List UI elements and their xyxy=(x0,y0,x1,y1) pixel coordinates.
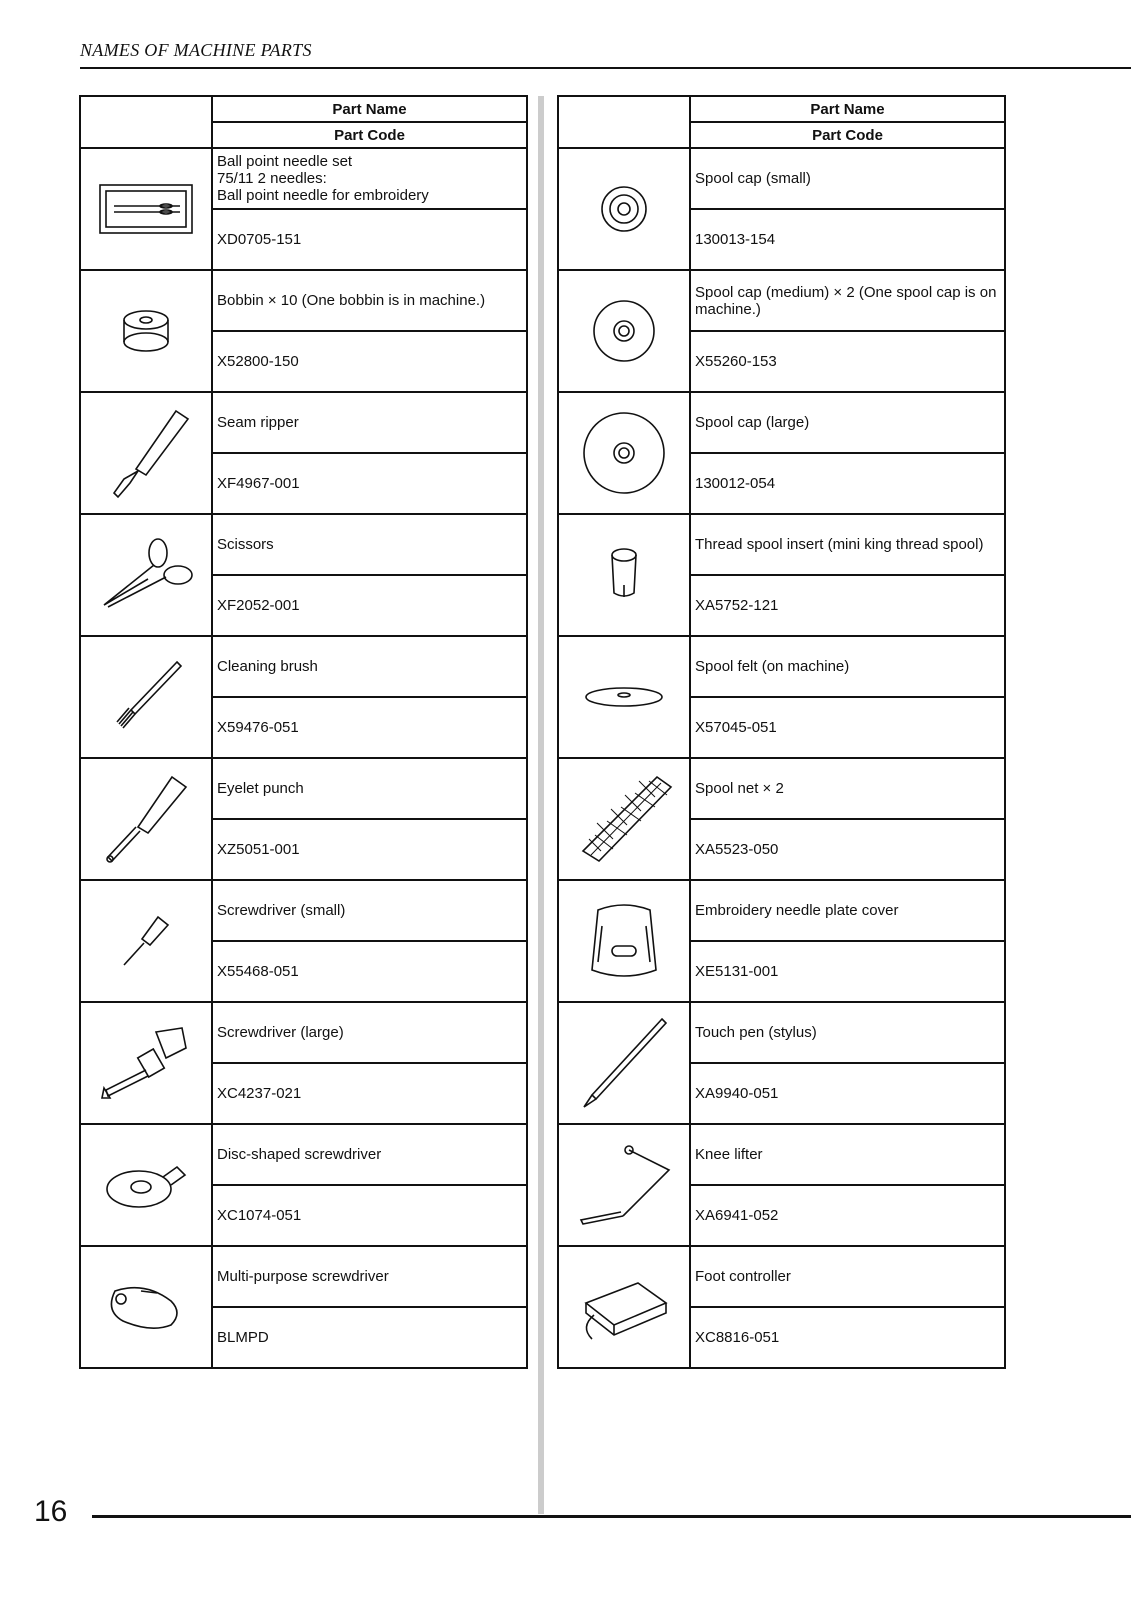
part-image-cell xyxy=(558,636,690,758)
part-code-cell: X57045-051 xyxy=(690,697,1005,758)
part-name-cell: Spool felt (on machine) xyxy=(690,636,1005,697)
table-row xyxy=(558,758,1005,819)
header-rule xyxy=(80,67,1131,69)
spool-felt-icon xyxy=(559,677,689,717)
part-name-cell: Foot controller xyxy=(690,1246,1005,1307)
needle-set-icon xyxy=(81,179,211,239)
seam-ripper-icon xyxy=(81,403,211,503)
part-image-cell xyxy=(558,1124,690,1246)
part-name-cell: Spool cap (small) xyxy=(690,148,1005,209)
part-name-cell: Seam ripper xyxy=(212,392,527,453)
thread-spool-insert-icon xyxy=(559,545,689,605)
footer-rule xyxy=(92,1515,1131,1518)
part-name-cell: Bobbin × 10 (One bobbin is in machine.) xyxy=(212,270,527,331)
table-row xyxy=(80,1002,527,1063)
part-code-header: Part Code xyxy=(212,122,527,148)
part-name-cell: Touch pen (stylus) xyxy=(690,1002,1005,1063)
image-header-cell xyxy=(80,96,212,148)
part-code-cell: XA6941-052 xyxy=(690,1185,1005,1246)
parts-table-right xyxy=(557,95,1006,1369)
part-name-cell: Multi-purpose screwdriver xyxy=(212,1246,527,1307)
part-code-cell: XA5523-050 xyxy=(690,819,1005,880)
part-image-cell xyxy=(80,270,212,392)
bobbin-icon xyxy=(81,306,211,356)
part-code-cell: XD0705-151 xyxy=(212,209,527,270)
part-image-cell xyxy=(80,148,212,270)
table-row xyxy=(558,392,1005,453)
part-code-cell: XE5131-001 xyxy=(690,941,1005,1002)
part-name-cell: Eyelet punch xyxy=(212,758,527,819)
page-number: 16 xyxy=(34,1495,68,1528)
part-image-cell xyxy=(558,392,690,514)
spool-cap-small-icon xyxy=(559,179,689,239)
part-name-cell: Scissors xyxy=(212,514,527,575)
table-row xyxy=(80,392,527,453)
multi-purpose-screwdriver-icon xyxy=(81,1277,211,1337)
small-screwdriver-icon xyxy=(81,911,211,971)
part-name-cell: Thread spool insert (mini king thread spool) xyxy=(690,514,1005,575)
part-image-cell xyxy=(558,758,690,880)
part-name-cell: Spool cap (medium) × 2 (One spool cap is on machine.) xyxy=(690,270,1005,331)
part-code-cell: XZ5051-001 xyxy=(212,819,527,880)
disc-screwdriver-icon xyxy=(81,1155,211,1215)
cleaning-brush-icon xyxy=(81,652,211,742)
part-code-cell: XF4967-001 xyxy=(212,453,527,514)
spool-cap-large-icon xyxy=(559,408,689,498)
table-row xyxy=(80,758,527,819)
knee-lifter-icon xyxy=(559,1140,689,1230)
part-name-cell: Embroidery needle plate cover xyxy=(690,880,1005,941)
part-image-cell xyxy=(558,514,690,636)
table-row xyxy=(558,880,1005,941)
part-code-cell: XC4237-021 xyxy=(212,1063,527,1124)
spool-cap-medium-icon xyxy=(559,296,689,366)
part-name-cell: Disc-shaped screwdriver xyxy=(212,1124,527,1185)
part-image-cell xyxy=(80,636,212,758)
part-image-cell xyxy=(558,1246,690,1368)
part-code-cell: XA5752-121 xyxy=(690,575,1005,636)
part-name-cell: Spool net × 2 xyxy=(690,758,1005,819)
part-code-cell: 130012-054 xyxy=(690,453,1005,514)
table-row xyxy=(80,1124,527,1185)
page-header-title: NAMES OF MACHINE PARTS xyxy=(80,40,312,60)
part-image-cell xyxy=(80,1246,212,1368)
part-name-cell: Screwdriver (large) xyxy=(212,1002,527,1063)
table-row xyxy=(80,880,527,941)
table-row xyxy=(558,1002,1005,1063)
table-row xyxy=(558,148,1005,209)
part-code-cell: 130013-154 xyxy=(690,209,1005,270)
table-row xyxy=(558,1246,1005,1307)
touch-pen-icon xyxy=(559,1013,689,1113)
table-row xyxy=(558,1124,1005,1185)
part-image-cell xyxy=(80,514,212,636)
table-row xyxy=(80,636,527,697)
part-image-cell xyxy=(558,270,690,392)
part-image-cell xyxy=(80,1002,212,1124)
spool-net-icon xyxy=(559,769,689,869)
table-row xyxy=(558,514,1005,575)
part-name-header: Part Name xyxy=(690,96,1005,122)
part-image-cell xyxy=(80,392,212,514)
part-image-cell xyxy=(80,1124,212,1246)
part-code-header: Part Code xyxy=(690,122,1005,148)
part-code-cell: X55468-051 xyxy=(212,941,527,1002)
scissors-icon xyxy=(81,535,211,615)
part-code-cell: X59476-051 xyxy=(212,697,527,758)
part-name-cell: Cleaning brush xyxy=(212,636,527,697)
part-code-cell: BLMPD xyxy=(212,1307,527,1368)
table-row xyxy=(558,270,1005,331)
part-name-cell: Spool cap (large) xyxy=(690,392,1005,453)
image-header-cell xyxy=(558,96,690,148)
part-code-cell: XA9940-051 xyxy=(690,1063,1005,1124)
table-row xyxy=(80,1246,527,1307)
part-name-cell: Ball point needle set 75/11 2 needles: Ball point needle for embroidery xyxy=(212,148,527,209)
part-image-cell xyxy=(80,880,212,1002)
part-image-cell xyxy=(558,1002,690,1124)
large-screwdriver-icon xyxy=(81,1018,211,1108)
part-name-header: Part Name xyxy=(212,96,527,122)
part-image-cell xyxy=(558,880,690,1002)
eyelet-punch-icon xyxy=(81,769,211,869)
table-row xyxy=(80,148,527,209)
part-name-cell: Screwdriver (small) xyxy=(212,880,527,941)
needle-plate-cover-icon xyxy=(559,896,689,986)
table-row xyxy=(80,270,527,331)
foot-controller-icon xyxy=(559,1267,689,1347)
parts-table-left xyxy=(79,95,528,1369)
part-code-cell: XC1074-051 xyxy=(212,1185,527,1246)
table-row xyxy=(558,636,1005,697)
part-name-cell: Knee lifter xyxy=(690,1124,1005,1185)
column-divider xyxy=(538,96,544,1514)
part-code-cell: X52800-150 xyxy=(212,331,527,392)
part-image-cell xyxy=(558,148,690,270)
part-code-cell: X55260-153 xyxy=(690,331,1005,392)
table-row xyxy=(80,514,527,575)
part-image-cell xyxy=(80,758,212,880)
part-code-cell: XC8816-051 xyxy=(690,1307,1005,1368)
part-code-cell: XF2052-001 xyxy=(212,575,527,636)
